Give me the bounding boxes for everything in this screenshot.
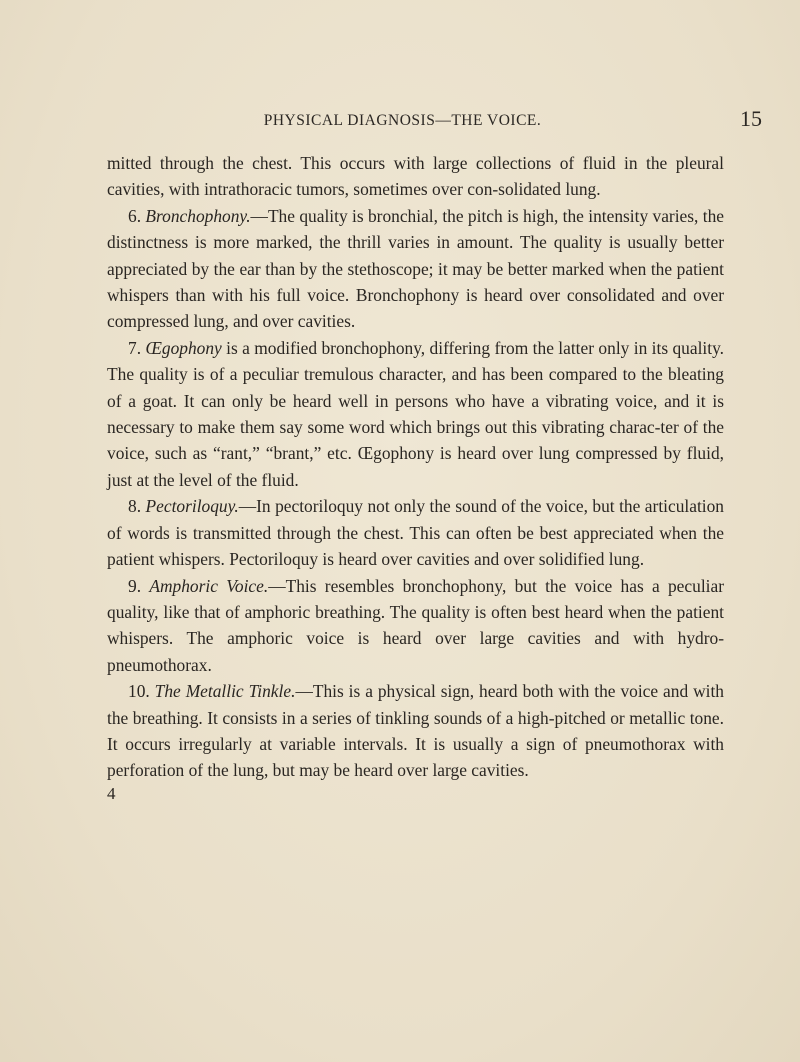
paragraph-heading: The Metallic Tinkle. [154, 681, 296, 702]
paragraph-text: —The quality is bronchial, the pitch is high, the intensity varies, the distinctness is more marked, the thrill varies in amount. The quality is usually better appreciated by the ear than by the stethoscope; it may be better marked when the patient whispers than with his full voice. Bronchophony is heard over consolidated and over compressed lung, and over cavities. [107, 205, 724, 332]
paragraph-number: 9. [128, 575, 150, 596]
paragraph-heading: Bronchophony. [145, 205, 251, 226]
paragraph-text: mitted through the chest. This occurs with large collections of fluid in the pleural cavities, with intrathoracic tumors, sometimes over con-solidated lung. [107, 153, 724, 200]
paragraph-text: —This resembles bronchophony, but the voice has a peculiar quality, like that of amphoric breathing. The quality is often best heard when the patient whispers. The amphoric voice is heard over large cavities and with hydro-pneumothorax. [107, 575, 724, 675]
running-head: PHYSICAL DIAGNOSIS—THE VOICE. [263, 112, 542, 129]
paragraph-heading: Amphoric Voice. [149, 575, 269, 596]
paragraph-pectoriloquy [107, 493, 724, 572]
paragraph-number: 7. [128, 337, 146, 358]
page-number: 15 [740, 106, 762, 131]
paragraph-number: 8. [128, 496, 146, 517]
paragraph-text: —This is a physical sign, heard both with the voice and with the breathing. It consists in a series of tinkling sounds of a high-pitched or metallic tone. It occurs irregularly at variable intervals. It is usually a sign of pneumothorax with perforation of the lung, but may be heard over large cavities. [107, 681, 724, 781]
paragraph-number: 10. [128, 681, 155, 702]
body-text [107, 150, 724, 804]
paragraph-continuation [107, 150, 724, 203]
signature-mark: 4 [107, 783, 116, 803]
paragraph-aegophony [107, 335, 724, 493]
paragraph-heading: Pectoriloquy. [145, 496, 239, 517]
paragraph-metallic-tinkle [107, 678, 724, 784]
paragraph-amphoric-voice [107, 573, 724, 679]
paragraph-text: —In pectoriloquy not only the sound of the voice, but the articulation of words is transmitted through the chest. This can often be best appreciated when the patient whispers. Pectoriloquy is heard over cavities and over solidified lung. [107, 496, 724, 570]
paragraph-heading: Œgophony [145, 337, 222, 358]
paragraph-number: 6. [128, 205, 146, 226]
paragraph-text: is a modified bronchophony, differing from the latter only in its quality. The quality is of a peculiar tremulous character, and has been compared to the bleating of a goat. It can only be heard well in persons who have a vibrating voice, and it is necessary to make them say some word which brings out this vibrating charac-ter of the voice, such as “rant,” “brant,” etc. Œgophony is heard over lung compressed by fluid, just at the level of the fluid. [107, 337, 725, 490]
paragraph-bronchophony [107, 203, 724, 335]
